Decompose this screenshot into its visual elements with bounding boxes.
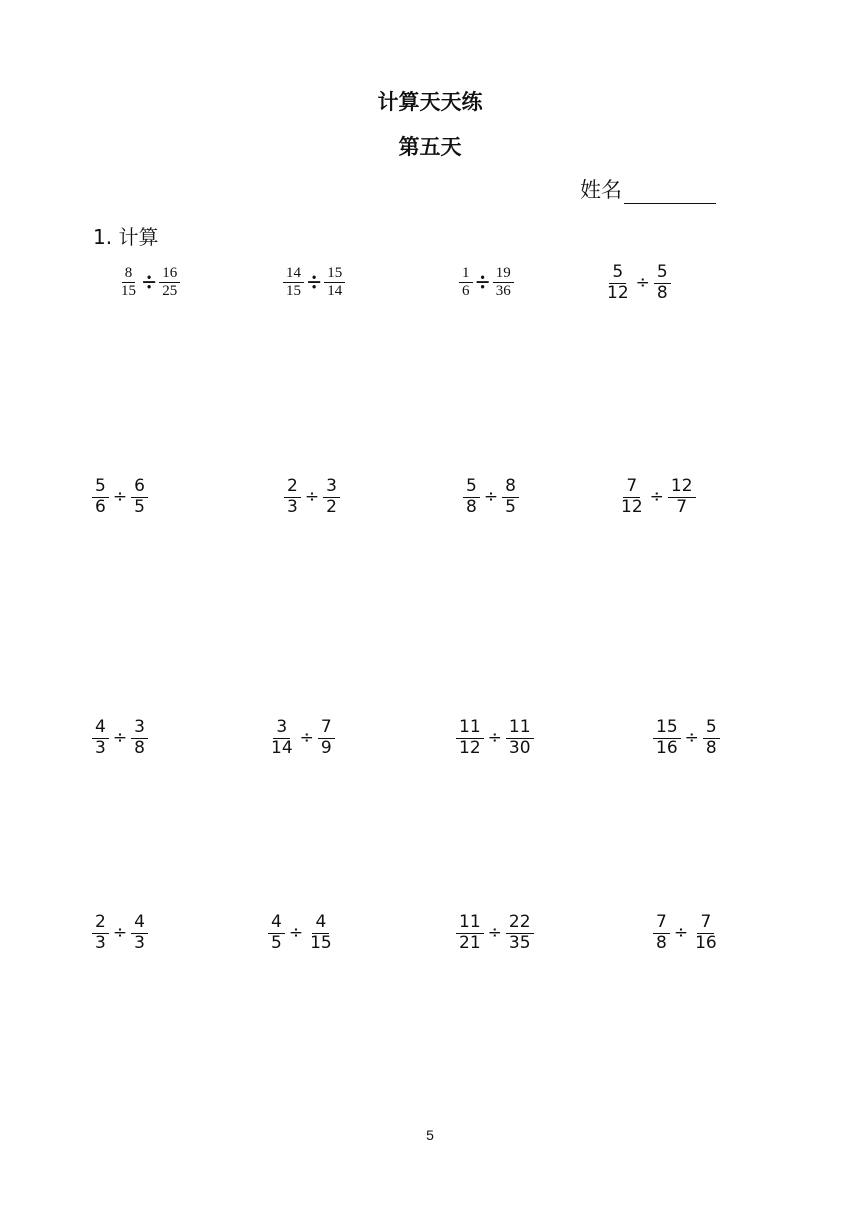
numerator: 3 xyxy=(131,718,148,739)
division-sign: ÷ xyxy=(635,273,650,294)
fraction xyxy=(506,718,534,758)
denominator: 5 xyxy=(271,932,282,953)
division-sign: ÷ xyxy=(304,487,320,508)
fraction xyxy=(463,477,480,517)
denominator: 36 xyxy=(495,283,511,300)
division-problem xyxy=(463,477,519,517)
fraction xyxy=(653,718,681,758)
numerator: 5 xyxy=(609,263,626,284)
fraction xyxy=(654,263,671,303)
denominator: 8 xyxy=(656,932,667,953)
division-sign: ÷ xyxy=(673,923,689,944)
numerator: 15 xyxy=(324,265,345,283)
numerator: 8 xyxy=(122,265,136,283)
numerator: 5 xyxy=(654,263,671,284)
denominator: 5 xyxy=(134,496,145,517)
division-problem xyxy=(92,718,148,758)
fraction xyxy=(653,913,670,953)
numerator: 8 xyxy=(502,477,519,498)
numerator: 2 xyxy=(92,913,109,934)
denominator: 3 xyxy=(287,496,298,517)
fraction xyxy=(506,913,534,953)
denominator: 8 xyxy=(705,737,717,758)
fraction xyxy=(618,477,646,517)
fraction xyxy=(668,477,696,517)
denominator: 30 xyxy=(508,737,531,758)
fraction xyxy=(283,265,304,301)
division-sign: ÷ xyxy=(288,923,304,944)
numerator: 6 xyxy=(131,477,148,498)
denominator: 12 xyxy=(621,496,643,517)
division-sign: ÷ xyxy=(483,487,499,508)
fraction xyxy=(92,477,109,517)
numerator: 5 xyxy=(703,718,720,739)
division-sign: ÷ xyxy=(112,728,128,749)
numerator: 11 xyxy=(506,718,534,739)
fraction xyxy=(92,913,109,953)
division-problem xyxy=(283,265,345,301)
numerator: 11 xyxy=(456,913,484,934)
fraction xyxy=(118,265,139,301)
division-sign: ÷ xyxy=(475,267,490,297)
page-title: 计算天天练 xyxy=(377,90,483,114)
page-subtitle: 第五天 xyxy=(398,135,462,159)
denominator: 21 xyxy=(459,932,481,953)
fraction xyxy=(92,718,109,758)
denominator: 8 xyxy=(656,282,668,303)
numerator: 1 xyxy=(459,265,473,283)
denominator: 3 xyxy=(95,932,106,953)
denominator: 15 xyxy=(310,932,332,953)
division-problem xyxy=(653,718,720,758)
fraction xyxy=(456,718,484,758)
denominator: 16 xyxy=(656,737,678,758)
denominator: 16 xyxy=(695,932,717,953)
division-problem xyxy=(456,718,534,758)
division-problem xyxy=(653,913,720,953)
numerator: 7 xyxy=(623,477,640,498)
numerator: 7 xyxy=(653,913,670,934)
denominator: 14 xyxy=(271,737,293,758)
fraction xyxy=(318,718,335,758)
division-sign: ÷ xyxy=(684,728,699,749)
numerator: 7 xyxy=(318,718,335,739)
fraction xyxy=(459,265,473,301)
denominator: 8 xyxy=(466,496,477,517)
fraction xyxy=(324,265,345,301)
denominator: 6 xyxy=(462,283,470,300)
division-sign: ÷ xyxy=(307,267,322,297)
division-sign: ÷ xyxy=(142,267,157,297)
numerator: 16 xyxy=(159,265,180,283)
denominator: 2 xyxy=(326,496,337,517)
fraction xyxy=(131,718,148,758)
numerator: 5 xyxy=(463,477,480,498)
division-problem xyxy=(284,477,340,517)
denominator: 6 xyxy=(95,496,106,517)
division-problem xyxy=(456,913,534,953)
denominator: 9 xyxy=(320,737,332,758)
division-problem xyxy=(618,477,696,517)
fraction xyxy=(456,913,484,953)
division-problem xyxy=(459,265,514,301)
division-sign: ÷ xyxy=(112,923,128,944)
denominator: 5 xyxy=(505,496,516,517)
numerator: 19 xyxy=(493,265,514,283)
denominator: 12 xyxy=(607,282,629,303)
numerator: 12 xyxy=(668,477,696,498)
fraction xyxy=(307,913,335,953)
fraction xyxy=(502,477,519,517)
page-number: 5 xyxy=(426,1127,434,1143)
division-sign: ÷ xyxy=(299,728,314,749)
numerator: 3 xyxy=(323,477,340,498)
numerator: 4 xyxy=(268,913,285,934)
division-problem xyxy=(268,913,335,953)
name-blank-line[interactable] xyxy=(624,181,716,204)
fraction xyxy=(493,265,514,301)
division-sign: ÷ xyxy=(487,728,502,749)
fraction xyxy=(268,718,296,758)
numerator: 22 xyxy=(506,913,534,934)
division-sign: ÷ xyxy=(487,923,502,944)
numerator: 3 xyxy=(273,718,290,739)
numerator: 7 xyxy=(697,913,714,934)
numerator: 14 xyxy=(283,265,304,283)
denominator: 35 xyxy=(508,932,531,953)
denominator: 8 xyxy=(134,737,145,758)
fraction xyxy=(604,263,632,303)
denominator: 3 xyxy=(134,932,145,953)
numerator: 4 xyxy=(92,718,109,739)
fraction xyxy=(323,477,340,517)
division-problem xyxy=(268,718,335,758)
name-label: 姓名 xyxy=(580,178,622,202)
division-sign: ÷ xyxy=(112,487,128,508)
section-heading: 1. 计算 xyxy=(93,225,159,249)
name-field[interactable] xyxy=(580,174,716,204)
denominator: 12 xyxy=(459,737,481,758)
fraction xyxy=(268,913,285,953)
division-sign: ÷ xyxy=(649,487,664,508)
division-problem xyxy=(604,263,671,303)
denominator: 25 xyxy=(162,283,178,300)
fraction xyxy=(692,913,720,953)
denominator: 14 xyxy=(327,283,343,300)
fraction xyxy=(703,718,720,758)
numerator: 2 xyxy=(284,477,301,498)
numerator: 11 xyxy=(456,718,484,739)
division-problem xyxy=(92,477,148,517)
division-problem xyxy=(118,265,180,301)
division-problem xyxy=(92,913,148,953)
denominator: 15 xyxy=(121,283,136,300)
denominator: 7 xyxy=(676,496,688,517)
fraction xyxy=(131,477,148,517)
denominator: 3 xyxy=(95,737,106,758)
denominator: 15 xyxy=(286,283,301,300)
fraction xyxy=(284,477,301,517)
numerator: 15 xyxy=(653,718,681,739)
fraction xyxy=(159,265,180,301)
numerator: 5 xyxy=(92,477,109,498)
numerator: 4 xyxy=(131,913,148,934)
numerator: 4 xyxy=(312,913,329,934)
fraction xyxy=(131,913,148,953)
